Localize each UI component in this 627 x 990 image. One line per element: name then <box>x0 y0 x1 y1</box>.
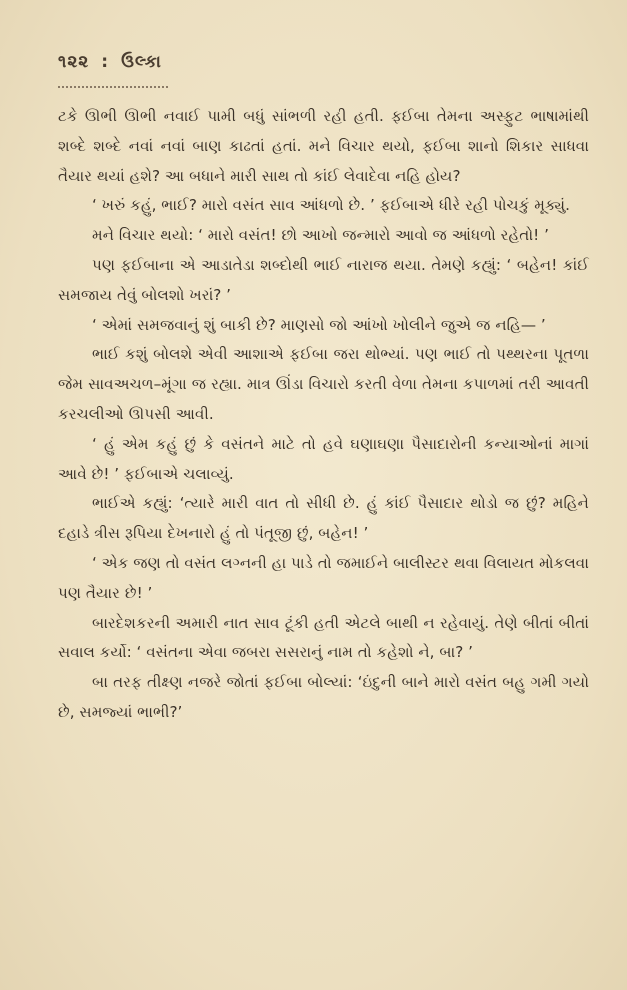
paragraph: ભાઈ કશું બોલશે એવી આશાએ ફઈબા જરા થોભ્યાં. પણ ભાઈ તો પથ્થરના પૂતળા જેમ સાવઅચળ–મૂંગા જ રહ્યા. માત્ર ઊંડા વિચારો કરતી વેળા તેમના કપાળમાં તરી આવતી કરચલીઓ ઊપસી આવી. <box>58 345 589 423</box>
paragraph: મને વિચાર થયો: ‘ મારો વસંત! છો આખો જન્મારો આવો જ આંધળો રહેતો! ’ <box>92 226 549 245</box>
body-text <box>58 102 589 728</box>
paragraph: ટકે ઊભી ઊભી નવાઈ પામી બધું સાંભળી રહી હતી. ફઈબા તેમના અસ્ફુટ ભાષામાંથી શબ્દે શબ્દે નવાં નવાં બાણ કાઢતાં હતાં. મને વિચાર થયો, ફઈબા શાનો શિકાર સાધવા તૈયાર થયાં હશે? આ બધાને મારી સાથ તો કાંઈ લેવાદેવા નહિ હોય? <box>58 107 589 185</box>
header-ornament-rule <box>58 82 168 88</box>
paragraph: ‘ ખરું કહું, ભાઈ? મારો વસંત સાવ આંધળો છે. ’ ફઈબાએ ધીરે રહી પોચકું મૂક્યું. <box>92 196 570 215</box>
paragraph: બારદેશકરની અમારી નાત સાવ ટૂંકી હતી એટલે બાથી ન રહેવાયું. તેણે બીતાં બીતાં સવાલ કર્યો: ‘ વસંતના એવા જબરા સસરાનું નામ તો કહેશો ને, બા? ’ <box>58 613 589 662</box>
page-number: ૧૨૨ <box>58 52 90 72</box>
paragraph: પણ ફઈબાના એ આડાતેડા શબ્દોથી ભાઈ નારાજ થયા. તેમણે કહ્યું: ‘ બહેન! કાંઈ સમજાય તેવું બોલશો ખરાં? ’ <box>58 255 589 304</box>
paragraph: ‘ એમાં સમજવાનું શું બાકી છે? માણસો જો આંખો ખોલીને જુએ જ નહિ— ’ <box>92 315 546 334</box>
paragraph: ‘ હું એમ કહું છું કે વસંતને માટે તો હવે ઘણાઘણા પૈસાદારોની કન્યાઓનાં માગાં આવે છે! ’ ફઈબાએ ચલાવ્યું. <box>58 434 589 483</box>
paragraph: ભાઈએ કહ્યું: ‘ત્યારે મારી વાત તો સીધી છે. હું કાંઈ પૈસાદાર થોડો જ છું? મહિને દહાડે ત્રીસ રૂપિયા દેખનારો હું તો પંતૂજી છું, બહેન! ’ <box>58 494 589 543</box>
book-title: ઉલ્કા <box>121 52 162 72</box>
paragraph: બા તરફ તીક્ષ્ણ નજરે જોતાં ફઈબા બોલ્યાં: ‘ઇંદુની બાને મારો વસંત બહુ ગમી ગયો છે, સમજ્યાં ભાભી?’ <box>58 673 589 721</box>
running-header <box>58 52 589 72</box>
header-separator: : <box>101 52 110 72</box>
paragraph: ‘ એક જણ તો વસંત લગ્નની હા પાડે તો જમાઈને બાલીસ્ટર થવા વિલાયત મોકલવા પણ તૈયાર છે! ’ <box>58 553 589 602</box>
